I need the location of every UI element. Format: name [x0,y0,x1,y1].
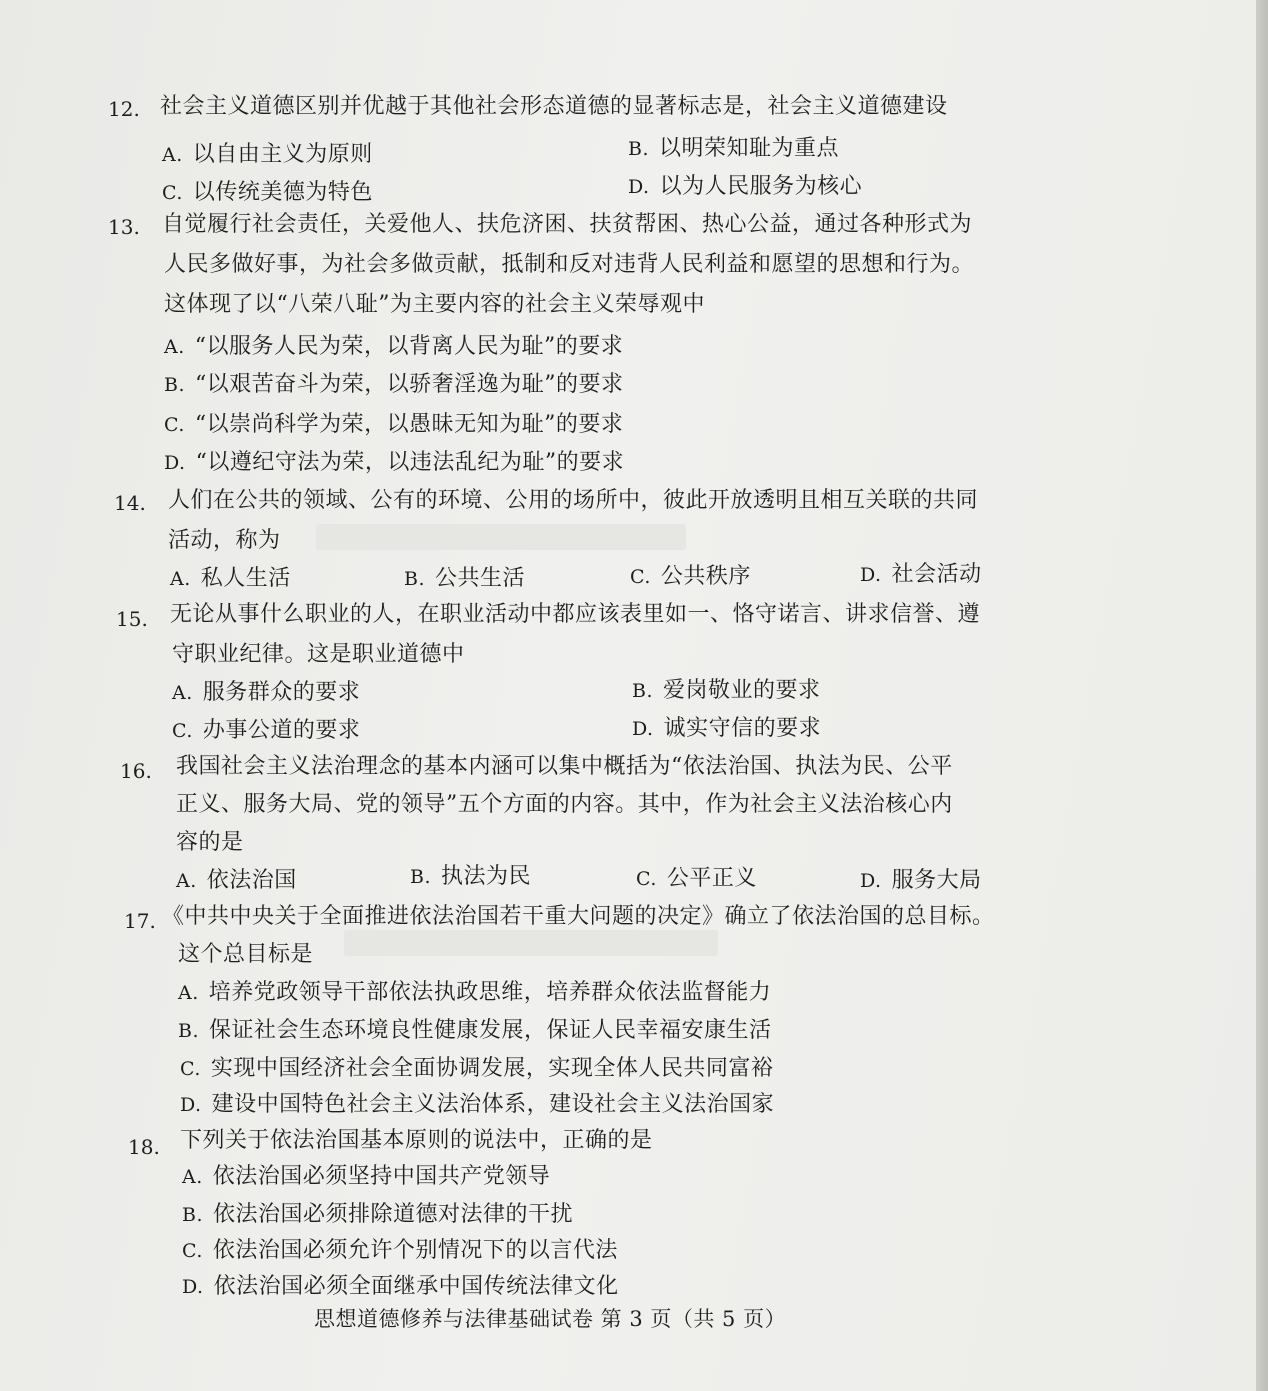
option-letter: B. [178,1020,200,1042]
option-b [182,1200,573,1230]
option-text: 私人生活 [200,566,291,591]
option-letter: B. [164,374,186,396]
question-number: 15. [116,607,148,631]
option-d [182,1272,619,1302]
option-letter: D. [632,718,654,740]
option-letter: A. [164,336,185,358]
option-text: 依法治国必须坚持中国共产党领导 [212,1164,551,1189]
erased-answer-area [316,524,686,550]
option-text: 以明荣知耻为重点 [659,136,840,161]
option-c [636,864,757,894]
option-c [164,410,623,440]
option-d [180,1090,774,1120]
option-letter: B. [410,866,432,888]
option-text: “以艰苦奋斗为荣，以骄奢淫逸为耻”的要求 [195,372,624,397]
option-a [164,332,623,362]
option-letter: D. [860,870,882,892]
question-text-line: 我国社会主义法治理念的基本内涵可以集中概括为“依法治国、执法为民、公平 [176,754,953,779]
option-text: 依法治国 [206,868,297,893]
option-text: 依法治国必须允许个别情况下的以言代法 [212,1238,618,1263]
option-a [170,564,291,594]
option-b [164,370,624,400]
question-text-line: 社会主义道德区别并优越于其他社会形态道德的显著标志是，社会主义道德建设 [160,94,948,119]
option-b [410,862,531,892]
option-text: “以崇尚科学为荣，以愚昧无知为耻”的要求 [194,412,624,437]
option-letter: B. [404,568,426,590]
option-b [404,564,525,594]
option-text: 以为人民服务为核心 [659,174,863,199]
option-letter: B. [632,680,654,702]
option-text: 公平正义 [666,866,757,891]
option-text: 培养党政领导干部依法执政思维，培养群众依法监督能力 [208,980,772,1005]
option-text: 公共秩序 [660,564,751,589]
option-text: 服务群众的要求 [202,680,361,705]
option-text: “以服务人民为荣，以背离人民为耻”的要求 [194,334,624,359]
option-text: 执法为民 [441,864,532,889]
option-b [178,1016,772,1046]
question-number: 16. [120,759,152,783]
question-number: 14. [114,491,146,515]
question-number: 13. [108,215,140,239]
option-letter: C. [180,1058,201,1080]
option-d [632,714,821,744]
option-letter: D. [180,1094,202,1116]
option-letter: A. [178,982,199,1004]
option-letter: C. [630,566,651,588]
option-d [628,172,862,202]
erased-answer-area [344,930,718,956]
option-text: 保证社会生态环境良性健康发展，保证人民幸福安康生活 [209,1018,772,1043]
option-a [176,866,297,896]
option-text: 以自由主义为原则 [192,142,373,167]
option-letter: D. [628,176,650,198]
question-text-line: 下列关于依法治国基本原则的说法中，正确的是 [180,1128,653,1153]
question-text-line: 这体现了以“八荣八耻”为主要内容的社会主义荣辱观中 [164,292,705,317]
option-letter: A. [176,870,197,892]
option-text: 依法治国必须排除道德对法律的干扰 [213,1202,574,1227]
question-text-line: 这个总目标是 [178,942,314,967]
option-letter: A. [182,1166,203,1188]
question-text-line: 《中共中央关于全面推进依法治国若干重大问题的决定》确立了依法治国的总目标。 [162,904,995,929]
option-letter: A. [170,568,191,590]
option-letter: A. [172,682,193,704]
option-a [162,140,373,170]
option-b [632,676,821,706]
option-c [172,716,360,746]
option-text: 诚实守信的要求 [663,716,822,741]
option-text: 爱岗敬业的要求 [663,678,821,703]
option-text: 公共生活 [435,566,526,591]
question-text-line: 容的是 [176,830,244,855]
option-letter: B. [628,138,650,160]
question-number: 17. [124,909,156,933]
question-text-line: 活动，称为 [168,528,281,553]
option-a [172,678,360,708]
option-text: “以遵纪守法为荣，以违法乱纪为耻”的要求 [195,450,625,475]
option-text: 社会活动 [891,562,982,587]
option-c [630,562,751,592]
option-a [178,978,771,1008]
page-edge-shadow [1256,0,1268,1391]
option-letter: C. [182,1240,203,1262]
question-text-line: 正义、服务大局、党的领导”五个方面的内容。其中，作为社会主义法治核心内 [176,792,953,817]
option-c [182,1236,618,1266]
option-b [628,134,839,164]
option-letter: D. [182,1276,204,1298]
option-letter: B. [182,1204,204,1226]
option-c [162,178,373,208]
option-d [860,866,982,896]
option-letter: C. [172,720,193,742]
option-letter: D. [164,452,186,474]
option-text: 服务大局 [891,868,982,893]
option-letter: A. [162,144,183,166]
question-text-line: 人民多做好事，为社会多做贡献，抵制和反对违背人民利益和愿望的思想和行为。 [164,252,975,277]
question-text-line: 自觉履行社会责任，关爱他人、扶危济困、扶贫帮困、热心公益，通过各种形式为 [162,212,973,237]
question-number: 18. [128,1135,160,1159]
option-letter: D. [860,564,882,586]
option-letter: C. [636,868,657,890]
option-c [180,1054,773,1084]
question-text-line: 守职业纪律。这是职业道德中 [172,642,465,667]
option-letter: C. [164,414,185,436]
option-text: 以传统美德为特色 [192,180,373,205]
option-d [164,448,624,478]
page-footer: 思想道德修养与法律基础试卷 第 3 页（共 5 页） [314,1307,787,1331]
option-d [860,560,982,590]
option-text: 办事公道的要求 [202,718,361,743]
option-text: 实现中国经济社会全面协调发展，实现全体人民共同富裕 [210,1056,774,1081]
option-text: 依法治国必须全面继承中国传统法律文化 [213,1274,619,1299]
question-text-line: 无论从事什么职业的人，在职业活动中都应该表里如一、恪守诺言、讲求信誉、遵 [170,602,981,627]
option-letter: C. [162,182,183,204]
question-number: 12. [108,97,140,121]
question-text-line: 人们在公共的领域、公有的环境、公用的场所中，彼此开放透明且相互关联的共同 [168,488,979,513]
option-text: 建设中国特色社会主义法治体系，建设社会主义法治国家 [211,1092,775,1117]
option-a [182,1162,550,1192]
